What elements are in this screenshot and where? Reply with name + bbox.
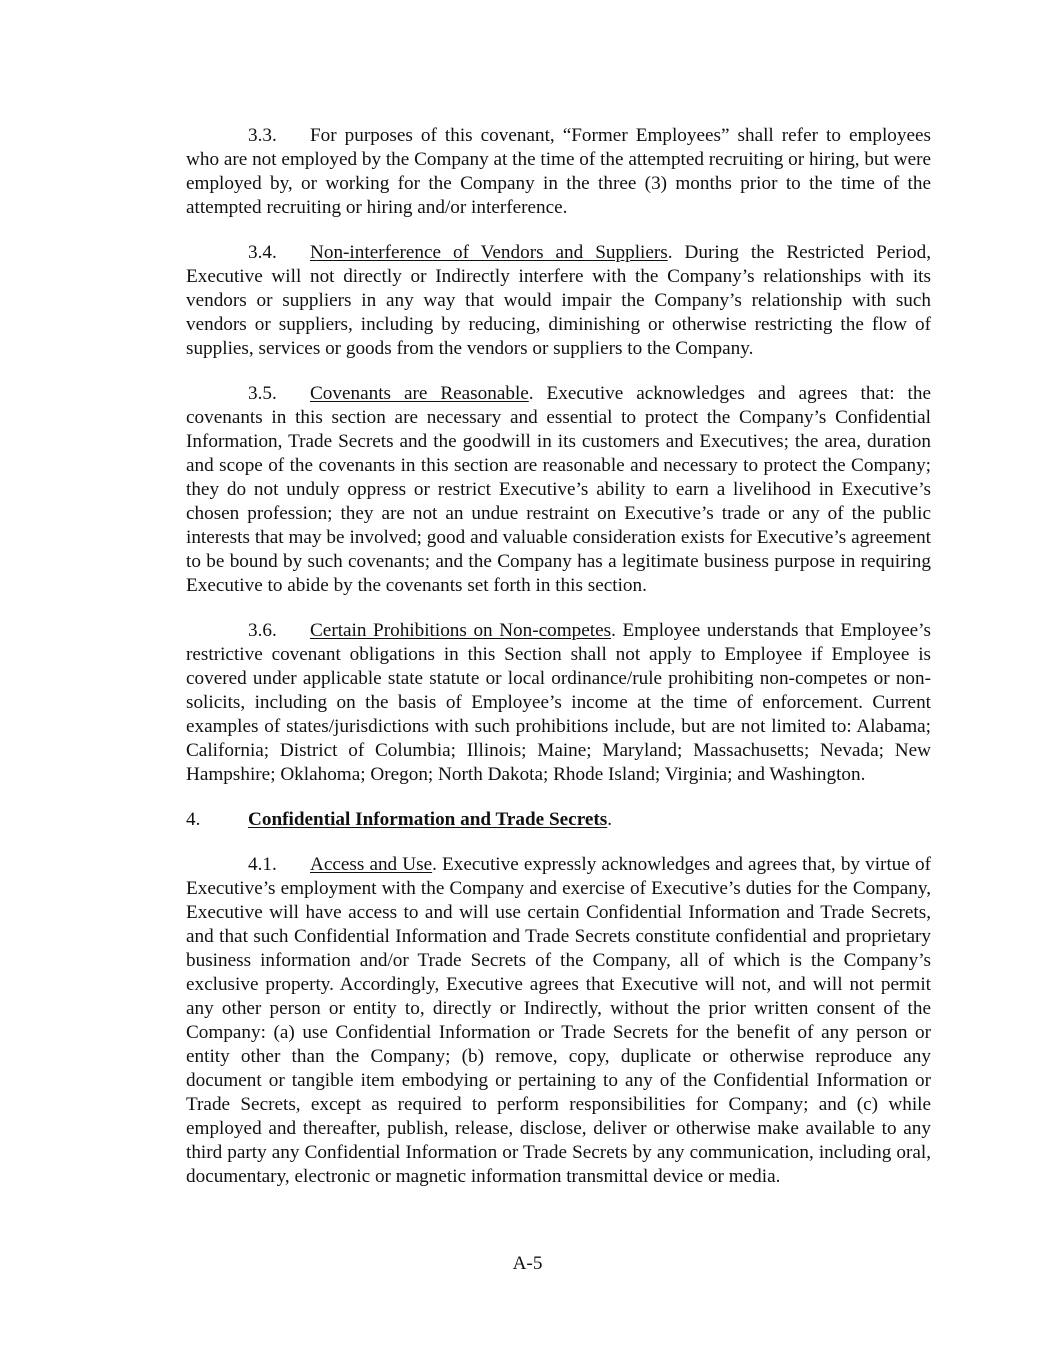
- section-number: 3.5.: [248, 383, 277, 404]
- section-3-4: [186, 241, 931, 361]
- section-title: Covenants are Reasonable: [310, 383, 529, 404]
- section-number: 3.4.: [248, 242, 277, 263]
- section-text: For purposes of this covenant, “Former Employees” shall refer to employees who are not employed by the Company at the time of the attempted recruiting or hiring, but were employed by, or working for the Company in the three (3) months prior to the time of the attempted recruiting or hiring and/or interference.: [186, 125, 931, 218]
- section-4-heading: [186, 808, 931, 832]
- section-4-1: [186, 853, 931, 1189]
- section-title: Non-interference of Vendors and Suppliers: [310, 242, 668, 263]
- section-text: . During the Restricted Period, Executive will not directly or Indirectly interfere with the Company’s relationships with its vendors or suppliers in any way that would impair the Company’s relationship with such vendors or suppliers, including by reducing, diminishing or otherwise restricting the flow of supplies, services or goods from the vendors or suppliers to the Company.: [186, 242, 931, 359]
- section-3-5: [186, 382, 931, 598]
- page-number: A-5: [512, 1253, 543, 1274]
- document-page: [186, 124, 931, 1210]
- section-number: 3.6.: [248, 620, 277, 641]
- section-number: 3.3.: [248, 125, 277, 146]
- section-text: . Executive acknowledges and agrees that: the covenants in this section are necessary and essential to protect the Company’s Confidential Information, Trade Secrets and the goodwill in its customers and Executives; the area, duration and scope of the covenants in this section are reasonable and necessary to protect the Company; they do not unduly oppress or restrict Executive’s ability to earn a livelihood in Executive’s chosen profession; they are not an undue restraint on Executive’s trade or any of the public interests that may be involved; good and valuable consideration exists for Executive’s agreement to be bound by such covenants; and the Company has a legitimate business purpose in requiring Executive to abide by the covenants set forth in this section.: [186, 383, 931, 596]
- section-title: Certain Prohibitions on Non-competes: [310, 620, 612, 641]
- section-title: Access and Use: [310, 854, 433, 875]
- section-title: Confidential Information and Trade Secrets: [248, 809, 608, 830]
- section-title-suffix: .: [607, 809, 613, 830]
- section-text: . Employee understands that Employee’s restrictive covenant obligations in this Section shall not apply to Employee if Employee is covered under applicable state statute or local ordinance/rule prohibiting non-competes or non-solicits, including on the basis of Employee’s income at the time of enforcement. Current examples of states/jurisdictions with such prohibitions include, but are not limited to: Alabama; California; District of Columbia; Illinois; Maine; Maryland; Massachusetts; Nevada; New Hampshire; Oklahoma; Oregon; North Dakota; Rhode Island; Virginia; and Washington.: [186, 620, 931, 785]
- section-number: 4.: [186, 809, 201, 830]
- section-3-6: [186, 619, 931, 787]
- section-3-3: [186, 124, 931, 220]
- section-text: . Executive expressly acknowledges and agrees that, by virtue of Executive’s employment with the Company and exercise of Executive’s duties for the Company, Executive will have access to and will use certain Confidential Information and Trade Secrets, and that such Confidential Information and Trade Secrets constitute confidential and proprietary business information and/or Trade Secrets of the Company, all of which is the Company’s exclusive property. Accordingly, Executive agrees that Executive will not, and will not permit any other person or entity to, directly or Indirectly, without the prior written consent of the Company: (a) use Confidential Information or Trade Secrets for the benefit of any person or entity other than the Company; (b) remove, copy, duplicate or otherwise reproduce any document or tangible item embodying or pertaining to any of the Confidential Information or Trade Secrets, except as required to perform responsibilities for Company; and (c) while employed and thereafter, publish, release, disclose, deliver or otherwise make available to any third party any Confidential Information or Trade Secrets by any communication, including oral, documentary, electronic or magnetic information transmittal device or media.: [186, 854, 931, 1187]
- section-number: 4.1.: [248, 854, 277, 875]
